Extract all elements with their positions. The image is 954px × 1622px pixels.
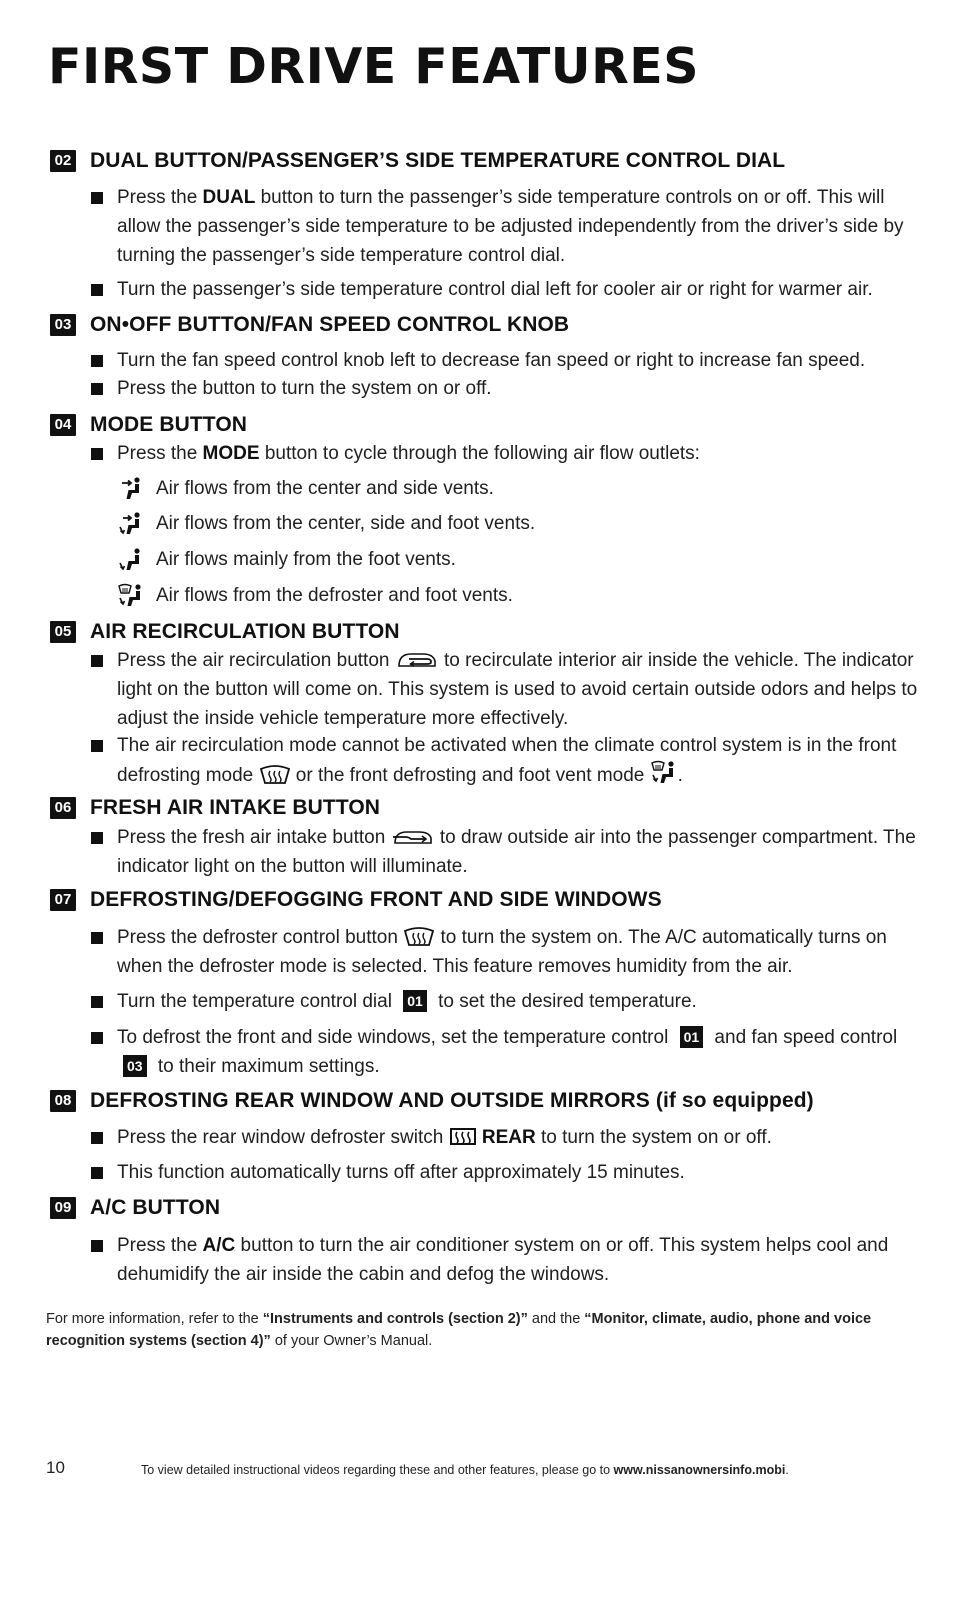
bullet-item: Turn the fan speed control knob left to decrease fan speed or right to increase fan speed. — [91, 346, 921, 375]
rear-defrost-icon — [449, 1126, 477, 1148]
website-link[interactable]: www.nissanownersinfo.mobi — [613, 1463, 786, 1477]
section-02-heading — [50, 148, 785, 174]
section-title: DEFROSTING/DEFOGGING FRONT AND SIDE WINDOWS — [90, 888, 662, 911]
defrost-foot-vent-icon — [118, 583, 144, 609]
bullet-item: Turn the passenger’s side temperature control dial left for cooler air or right for warmer air. — [91, 275, 921, 304]
section-09-heading — [50, 1195, 220, 1221]
section-number-badge: 09 — [50, 1197, 76, 1219]
bullet-square-icon — [91, 740, 103, 752]
bullet-square-icon — [91, 355, 103, 367]
bullet-square-icon — [91, 996, 103, 1008]
manual-reference: “Instruments and controls (section 2)” — [262, 1311, 528, 1327]
front-defrost-icon — [403, 926, 435, 948]
mode-text: Air flows from the defroster and foot vents. — [156, 585, 513, 606]
bullet-item: Press the MODE button to cycle through the following air flow outlets: — [91, 439, 921, 468]
air-recirculation-icon — [395, 649, 439, 671]
defrost-foot-vent-icon — [650, 760, 678, 786]
bullet-square-icon — [91, 1167, 103, 1179]
section-number-badge: 07 — [50, 889, 76, 911]
bullet-item: To defrost the front and side windows, set the temperature control 01 and fan speed control 03 to their maximum settings. — [91, 1023, 921, 1081]
bullet-item: Turn the temperature control dial 01 to set the desired temperature. — [91, 987, 921, 1016]
section-number-badge: 05 — [50, 621, 76, 643]
bullet-item: Press the button to turn the system on or off. — [91, 374, 921, 403]
section-number-badge: 08 — [50, 1090, 76, 1112]
bullet-item: Press the defroster control button to turn the system on. The A/C automatically turns on when the defroster mode is selected. This feature removes humidity from the air. — [91, 923, 921, 981]
section-title: DEFROSTING REAR WINDOW AND OUTSIDE MIRRORS (if so equipped) — [90, 1089, 814, 1112]
bullet-square-icon — [91, 383, 103, 395]
reference-note: For more information, refer to the “Instruments and controls (section 2)” and the “Monitor, climate, audio, phone and voice recognition systems (section 4)” of your Owner’s Manual. — [46, 1311, 872, 1349]
callout-badge: 01 — [680, 1026, 704, 1048]
bullet-square-icon — [91, 448, 103, 460]
bullet-square-icon — [91, 1240, 103, 1252]
bullet-item: The air recirculation mode cannot be activated when the climate control system is in the front defrosting mode or the front defrosting and foot vent mode . — [91, 731, 921, 790]
section-number-badge: 04 — [50, 414, 76, 436]
section-title: FRESH AIR INTAKE BUTTON — [90, 796, 381, 819]
section-number-badge: 02 — [50, 150, 76, 172]
bullet-square-icon — [91, 284, 103, 296]
mode-text: Air flows mainly from the foot vents. — [156, 549, 456, 570]
section-title: ON•OFF BUTTON/FAN SPEED CONTROL KNOB — [90, 313, 570, 336]
bullet-square-icon — [91, 1132, 103, 1144]
page-title: FIRST DRIVE FEATURES — [48, 38, 700, 95]
callout-badge: 03 — [123, 1055, 147, 1077]
bullet-item: This function automatically turns off after approximately 15 minutes. — [91, 1158, 921, 1187]
foot-vent-icon — [118, 547, 144, 573]
mode-row — [118, 581, 513, 611]
ac-label: A/C — [202, 1235, 236, 1256]
section-08-heading — [50, 1088, 814, 1114]
mode-row — [118, 545, 456, 575]
section-04-heading — [50, 412, 247, 438]
footer-note: To view detailed instructional videos regarding these and other features, please go to www.nissanownersinfo.mobi. — [141, 1463, 789, 1477]
bullet-square-icon — [91, 832, 103, 844]
section-07-heading — [50, 887, 662, 913]
bullet-square-icon — [91, 1032, 103, 1044]
section-03-heading — [50, 312, 569, 338]
bullet-square-icon — [91, 655, 103, 667]
rear-label: REAR — [481, 1127, 536, 1148]
mode-row — [118, 509, 535, 539]
section-title: DUAL BUTTON/PASSENGER’S SIDE TEMPERATURE CONTROL DIAL — [90, 149, 786, 172]
section-05-heading — [50, 619, 400, 645]
front-defrost-icon — [259, 764, 291, 786]
bilevel-vent-icon — [118, 511, 144, 537]
page-number: 10 — [46, 1458, 65, 1477]
mode-label: MODE — [202, 443, 260, 464]
dual-label: DUAL — [202, 187, 256, 208]
bullet-item: Press the rear window defroster switch REAR to turn the system on or off. — [91, 1123, 921, 1152]
section-number-badge: 06 — [50, 797, 76, 819]
mode-text: Air flows from the center, side and foot vents. — [156, 513, 536, 534]
section-title: A/C BUTTON — [90, 1196, 221, 1219]
section-number-badge: 03 — [50, 314, 76, 336]
bullet-square-icon — [91, 932, 103, 944]
section-title: MODE BUTTON — [90, 413, 248, 436]
section-title: AIR RECIRCULATION BUTTON — [90, 620, 400, 643]
face-vent-icon — [118, 476, 144, 502]
bullet-item: Press the DUAL button to turn the passenger’s side temperature controls on or off. This will allow the passenger’s side temperature to be adjusted independently from the driver’s side by turning the passenger’s side temperature control dial. — [91, 183, 921, 270]
mode-row — [118, 474, 494, 504]
fresh-air-intake-icon — [391, 826, 435, 848]
section-06-heading — [50, 795, 380, 821]
bullet-item: Press the air recirculation button to recirculate interior air inside the vehicle. The indicator light on the button will come on. This system is used to avoid certain outside odors and helps to adjust the inside vehicle temperature more effectively. — [91, 646, 921, 733]
callout-badge: 01 — [403, 990, 427, 1012]
bullet-square-icon — [91, 192, 103, 204]
bullet-item: Press the A/C button to turn the air conditioner system on or off. This system helps cool and dehumidify the air inside the cabin and defog the windows. — [91, 1231, 921, 1289]
manual-reference: “Monitor, climate, audio, phone and voice recognition systems (section 4)” — [46, 1311, 872, 1349]
bullet-item: Press the fresh air intake button to draw outside air into the passenger compartment. The indicator light on the button will illuminate. — [91, 823, 921, 881]
mode-text: Air flows from the center and side vents. — [156, 478, 494, 499]
